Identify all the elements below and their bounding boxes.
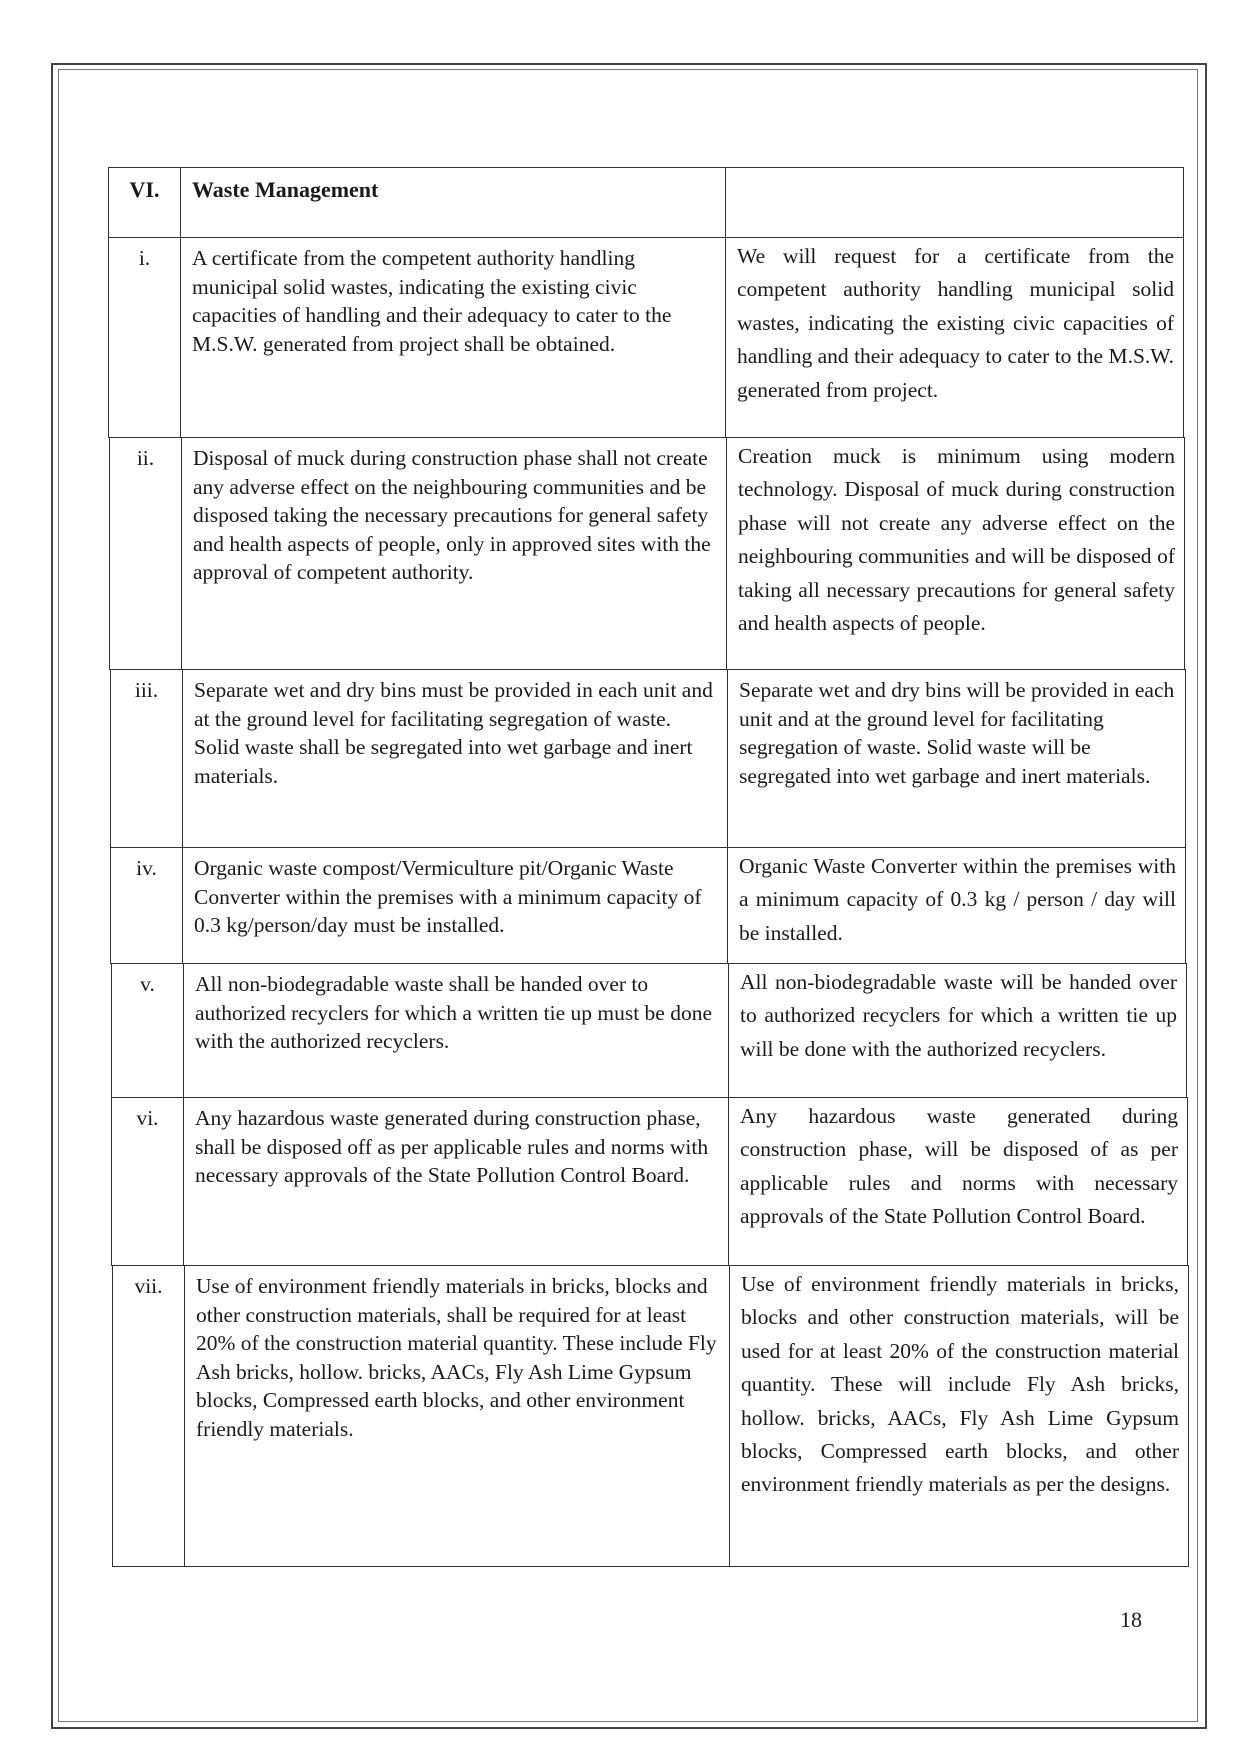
response-cell: Separate wet and dry bins will be provided in each unit and at the ground level for facilitating segregation of waste. Solid waste will be segregated into wet garbage and inert materials.	[727, 669, 1186, 848]
row-number: i.	[108, 237, 181, 438]
condition-cell: All non-biodegradable waste shall be handed over to authorized recyclers for which a written tie up must be done with the authorized recyclers.	[183, 963, 729, 1098]
response-cell: Creation muck is minimum using modern technology. Disposal of muck during construction phase will not create any adverse effect on the neighbouring communities and will be disposed of taking all necessary precautions for general safety and health aspects of people.	[726, 437, 1185, 670]
condition-cell: Organic waste compost/Vermiculture pit/Organic Waste Converter within the premises with a minimum capacity of 0.3 kg/person/day must be installed.	[182, 847, 728, 964]
section-title: Waste Management	[180, 167, 726, 238]
row-number: v.	[111, 963, 184, 1098]
response-cell: Use of environment friendly materials in bricks, blocks and other construction materials, will be used for at least 20% of the construction material quantity. These will include Fly Ash bricks, hollow. bricks, AACs, Fly Ash Lime Gypsum blocks, Compressed earth blocks, and other environment friendly materials as per the designs.	[729, 1265, 1189, 1567]
condition-cell: Use of environment friendly materials in bricks, blocks and other construction materials, shall be required for at least 20% of the construction material quantity. These include Fly Ash bricks, hollow. bricks, AACs, Fly Ash Lime Gypsum blocks, Compressed earth blocks, and other environment friendly materials.	[184, 1265, 730, 1567]
page-number: 18	[1120, 1607, 1142, 1632]
condition-cell: Disposal of muck during construction phase shall not create any adverse effect on the neighbouring communities and be disposed taking the necessary precautions for general safety and health aspects of people, only in approved sites with the approval of competent authority.	[181, 437, 727, 670]
condition-cell: A certificate from the competent authority handling municipal solid wastes, indicating the existing civic capacities of handling and their adequacy to cater to the M.S.W. generated from project shall be obtained.	[180, 237, 726, 438]
response-cell: Organic Waste Converter within the premises with a minimum capacity of 0.3 kg / person / day will be installed.	[727, 847, 1186, 964]
row-number: ii.	[109, 437, 182, 670]
section-response-header	[725, 167, 1184, 238]
response-cell: Any hazardous waste generated during construction phase, will be disposed of as per applicable rules and norms with necessary approvals of the State Pollution Control Board.	[728, 1097, 1188, 1266]
row-number: vi.	[111, 1097, 184, 1266]
response-cell: All non-biodegradable waste will be handed over to authorized recyclers for which a written tie up will be done with the authorized recyclers.	[728, 963, 1187, 1098]
section-number: VI.	[108, 167, 181, 238]
condition-cell: Separate wet and dry bins must be provided in each unit and at the ground level for facilitating segregation of waste. Solid waste shall be segregated into wet garbage and inert materials.	[182, 669, 728, 848]
condition-cell: Any hazardous waste generated during construction phase, shall be disposed off as per applicable rules and norms with necessary approvals of the State Pollution Control Board.	[183, 1097, 729, 1266]
response-cell: We will request for a certificate from the competent authority handling municipal solid wastes, indicating the existing civic capacities of handling and their adequacy to cater to the M.S.W. generated from project.	[725, 237, 1184, 438]
row-number: vii.	[112, 1265, 185, 1567]
row-number: iii.	[110, 669, 183, 848]
row-number: iv.	[110, 847, 183, 964]
